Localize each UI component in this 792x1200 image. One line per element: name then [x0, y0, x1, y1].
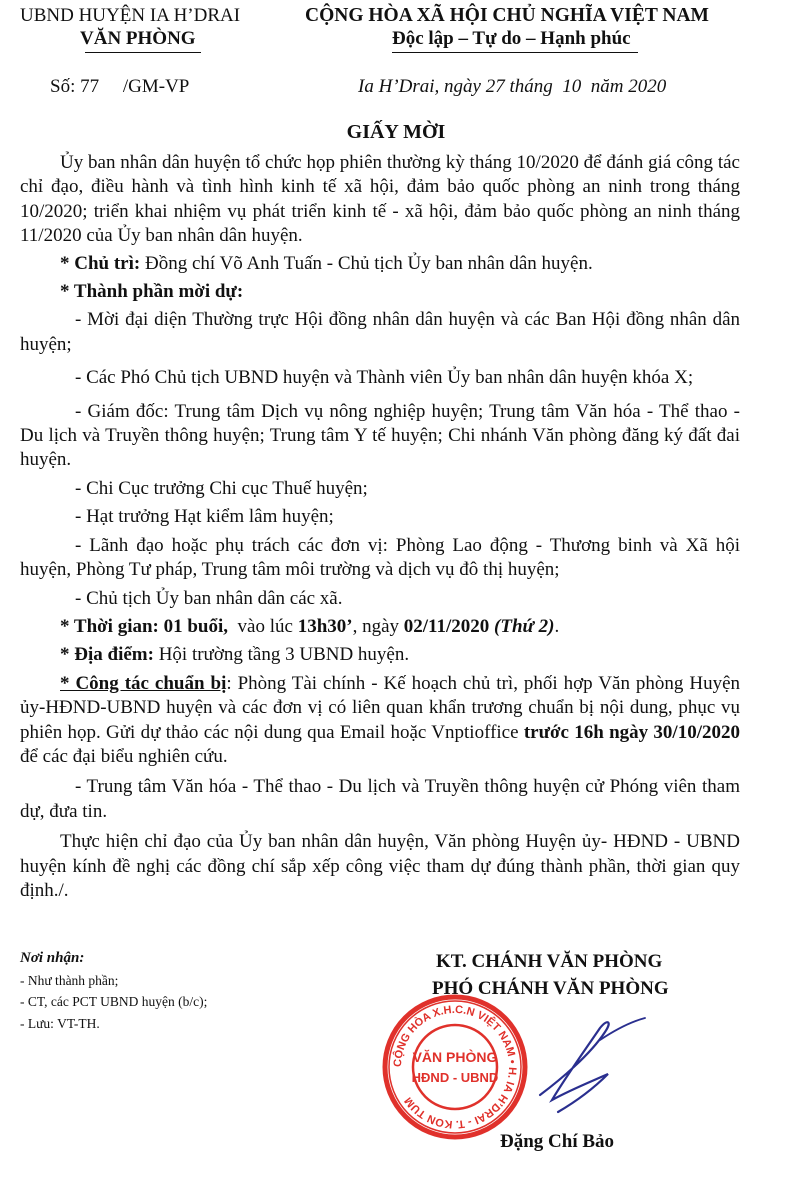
stamp-center-line-2: HĐND - UBND — [411, 1070, 499, 1085]
document-title: GIẤY MỜI — [346, 121, 446, 143]
agency-unit: VĂN PHÒNG — [80, 28, 196, 49]
agency-top: UBND HUYỆN IA H’DRAI — [20, 5, 241, 26]
chair-text: Đồng chí Võ Anh Tuấn - Chủ tịch Ủy ban nhân dân huyện. — [140, 252, 593, 274]
country-name: CỘNG HÒA XÃ HỘI CHỦ NGHĨA VIỆT NAM — [305, 5, 709, 26]
venue-label: * Địa điểm: — [60, 644, 154, 666]
stamp-center-line-1: VĂN PHÒNG — [412, 1049, 498, 1065]
attendee-item: - Các Phó Chủ tịch UBND huyện và Thành viên Ủy ban nhân dân huyện khóa X; — [75, 367, 694, 389]
attendee-item: - Lãnh đạo hoặc phụ trách các đơn vị: Phòng Lao động - Thương binh và Xã hội huyện, Phòng Tư pháp, Trung tâm môi trường và dịch vụ đô thị huyện; — [20, 534, 740, 581]
signature-title-1: KT. CHÁNH VĂN PHÒNG — [436, 951, 663, 972]
motto: Độc lập – Tự do – Hạnh phúc — [392, 28, 631, 49]
chair-label: * Chủ trì: — [60, 252, 141, 274]
prep-text: : Phòng Tài chính - Kế hoạch chủ trì, phối hợp Văn phòng Huyện ủy-HĐND-UBND huyện và các đơn vị có liên quan khẩn trương chuẩn bị nội dung, phục vụ phiên họp. Gửi dự thảo các nội dung qua Email hoặc Vnptioffice — [20, 672, 741, 743]
time-line — [20, 615, 740, 639]
doc-number: Số: 77 /GM-VP — [50, 76, 190, 97]
chair-line — [20, 252, 740, 276]
official-stamp — [380, 992, 530, 1142]
attendees-label: * Thành phần mời dự: — [60, 281, 244, 303]
prep-deadline: trước 16h ngày 30/10/2020 — [523, 721, 740, 743]
motto-underline — [392, 52, 638, 53]
closing-paragraph: Thực hiện chỉ đạo của Ủy ban nhân dân huyện, Văn phòng Huyện ủy- HĐND - UBND huyện kính đề nghị các đồng chí sắp xếp công việc tham dự đúng thành phần, thời gian quy định./. — [20, 831, 740, 901]
attendee-item: - Mời đại diện Thường trực Hội đồng nhân dân huyện và các Ban Hội đồng nhân dân huyện; — [20, 309, 740, 355]
time-mid: vào lúc — [228, 615, 298, 637]
prep-paragraph — [20, 672, 740, 770]
time-date: 02/11/2020 — [403, 615, 490, 637]
recipient-item: - CT, các PCT UBND huyện (b/c); — [20, 994, 208, 1009]
attendee-item: - Chủ tịch Ủy ban nhân dân các xã. — [75, 587, 343, 609]
attendees-heading — [20, 280, 740, 304]
document-body — [20, 151, 740, 903]
signer-name: Đặng Chí Bảo — [500, 1131, 615, 1152]
attendee-item: - Hạt trưởng Hạt kiểm lâm huyện; — [75, 506, 334, 528]
place-date: Ia H’Drai, ngày 27 tháng 10 năm 2020 — [358, 76, 667, 97]
recipients-label: Nơi nhận: — [20, 950, 85, 966]
signature-title-2: PHÓ CHÁNH VĂN PHÒNG — [432, 978, 669, 999]
time-day-prefix: , ngày — [352, 615, 404, 637]
attendee-item: - Giám đốc: Trung tâm Dịch vụ nông nghiệp huyện; Trung tâm Văn hóa - Thể thao - Du lịch và Truyền thông huyện; Trung tâm Y tế huyện; Chi nhánh Văn phòng đăng ký đất đai huyện. — [20, 400, 740, 471]
prep-end: để các đại biểu nghiên cứu. — [20, 745, 228, 767]
recipient-item: - Như thành phần; — [20, 973, 119, 988]
stamp-graphic — [380, 992, 530, 1142]
agency-underline — [85, 52, 201, 53]
time-weekday: (Thứ 2) — [494, 615, 555, 637]
stamp-ring-text: CỘNG HÒA X.H.C.N VIỆT NAM • H. IA H’DRAI - T. KON TUM — [391, 1003, 519, 1131]
recipient-item: - Lưu: VT-TH. — [20, 1016, 100, 1031]
venue-line — [20, 643, 740, 667]
time-label: * Thời gian: 01 buổi, — [60, 615, 229, 637]
press-paragraph: - Trung tâm Văn hóa - Thể thao - Du lịch và Truyền thông huyện cử Phóng viên tham dự, đưa tin. — [20, 776, 740, 822]
time-end: . — [554, 615, 560, 637]
time-hour: 13h30’ — [297, 615, 353, 637]
intro-paragraph: Ủy ban nhân dân huyện tổ chức họp phiên thường kỳ tháng 10/2020 để đánh giá công tác chỉ đạo, điều hành và tình hình kinh tế xã hội, đảm bảo quốc phòng an ninh trong tháng 10/2020; triển khai nhiệm vụ phát triển kinh tế - xã hội, đảm bảo quốc phòng an ninh tháng 11/2020 của Ủy ban nhân dân huyện. — [20, 152, 740, 247]
attendee-item: - Chi Cục trưởng Chi cục Thuế huyện; — [75, 477, 368, 499]
prep-label: * Công tác chuẩn bị — [60, 672, 227, 694]
venue-text: Hội trường tầng 3 UBND huyện. — [153, 644, 410, 666]
